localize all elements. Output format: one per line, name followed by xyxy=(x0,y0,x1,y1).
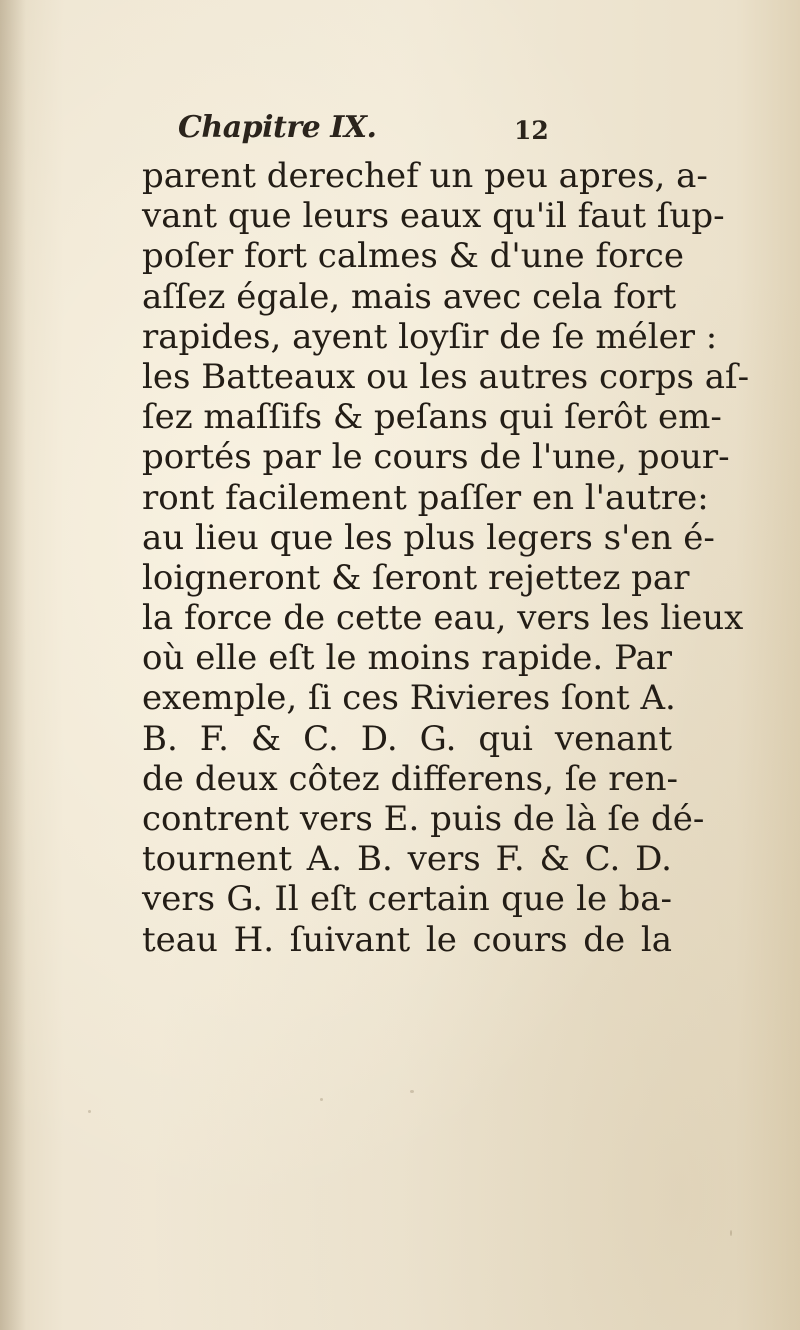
text-line: ront facilement paſſer en l'autre: xyxy=(142,477,709,518)
paper-speck xyxy=(320,1098,323,1101)
text-line: ſez maſſifs & peſans qui ſerôt em- xyxy=(142,397,722,438)
running-title: Chapitre IX. xyxy=(178,110,377,145)
binding-shadow xyxy=(0,0,26,1330)
text-line: poſer fort calmes & d'une force xyxy=(142,236,684,277)
text-line: tournent A. B. vers F. & C. D. xyxy=(142,839,672,880)
paper-speck xyxy=(88,1110,91,1113)
text-line: B. F. & C. D. G. qui venant xyxy=(142,718,672,759)
text-line: au lieu que les plus legers s'en é- xyxy=(142,517,715,558)
text-line: exemple, ſi ces Rivieres ſont A. xyxy=(142,678,676,719)
paper-speck xyxy=(730,1230,732,1236)
text-line: teau H. ſuivant le cours de la xyxy=(142,919,672,960)
text-line: la force de cette eau, vers les lieux xyxy=(142,598,744,639)
text-line: loigneront & ſeront rejettez par xyxy=(142,557,690,598)
text-line: les Batteaux ou les autres corps aſ- xyxy=(142,356,750,397)
text-line: de deux côtez differens, ſe ren- xyxy=(142,758,678,799)
text-line: portés par le cours de l'une, pour- xyxy=(142,437,730,478)
text-line: contrent vers E. puis de là ſe dé- xyxy=(142,799,705,839)
text-line: aſſez égale, mais avec cela fort xyxy=(142,276,677,317)
text-line: rapides, ayent loyſir de ſe méler : xyxy=(142,316,718,357)
body-text xyxy=(142,156,750,960)
text-line: vant que leurs eaux qu'il faut ſup- xyxy=(142,196,725,237)
text-line: vers G. Il eſt certain que le ba- xyxy=(142,879,672,920)
page-number: 12 xyxy=(514,116,549,145)
text-line: parent derechef un peu apres, a- xyxy=(142,156,708,196)
text-line: où elle eſt le moins rapide. Par xyxy=(142,638,672,679)
paper-speck xyxy=(410,1090,414,1093)
